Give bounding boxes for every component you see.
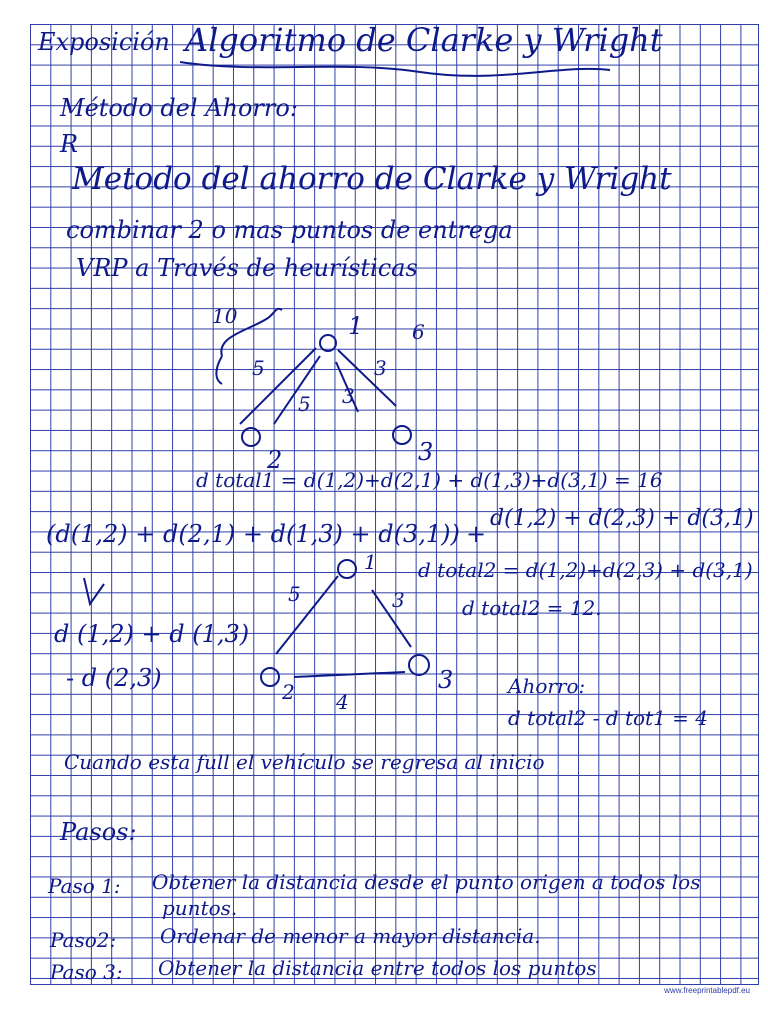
footer-source: www.freeprintablepdf.eu <box>664 986 750 995</box>
diagram2-node-2-label: 2 <box>282 680 295 704</box>
diagram1-node-1-label: 1 <box>348 312 364 340</box>
step-1-text: Obtener la distancia desde el punto origen a todos los <box>152 870 701 894</box>
diagram1-node-3-label: 3 <box>418 438 434 466</box>
diagram1-brace-label: 10 <box>212 304 238 328</box>
formula-comparison-left: (d(1,2) + d(2,1) + d(1,3) + d(3,1)) <box>46 520 460 548</box>
step-1-continued: puntos. <box>162 896 238 920</box>
step-2-text: Ordenar de menor a mayor distancia. <box>160 924 541 948</box>
steps-heading: Pasos: <box>60 818 137 846</box>
diagram1-side-label: 6 <box>412 320 425 344</box>
formula-total2-value: d total2 = 12. <box>462 596 602 620</box>
diagram1-edge-left-outer: 5 <box>252 356 265 380</box>
diagram1-node-2-label: 2 <box>267 446 283 474</box>
section-heading: Método del Ahorro: <box>60 94 298 122</box>
saving-left-line1: d (1,2) + d (1,3) <box>54 620 250 648</box>
formula-total2: d total2 = d(1,2)+d(2,3) + d(3,1) <box>418 558 753 582</box>
line-combine: combinar 2 o mas puntos de entrega <box>66 216 513 244</box>
title-prefix: Exposición <box>38 28 170 56</box>
step-1-label: Paso 1: <box>48 874 121 898</box>
step-3-label: Paso 3: <box>50 960 123 984</box>
formula-total1: d total1 = d(1,2)+d(2,1) + d(1,3)+d(3,1) = 16 <box>196 468 663 492</box>
line-vehicle-full: Cuando esta full el vehículo se regresa al inicio <box>64 750 545 774</box>
diagram1-edge-left-inner: 5 <box>298 392 311 416</box>
page-title: Algoritmo de Clarke y Wright <box>185 21 663 59</box>
formula-comparison-right: d(1,2) + d(2,3) + d(3,1) <box>490 506 754 531</box>
line-vrp: VRP a Través de heurísticas <box>76 254 418 282</box>
diagram1-edge-right-outer: 3 <box>374 356 387 380</box>
step-2-label: Paso2: <box>50 928 117 952</box>
ahorro-label: Ahorro: <box>508 674 586 698</box>
diagram2-node-3-label: 3 <box>438 666 454 694</box>
line-method: Metodo del ahorro de Clarke y Wright <box>72 161 672 197</box>
saving-left-line2: - d (2,3) <box>66 664 162 692</box>
diagram2-node-1-label: 1 <box>364 550 377 574</box>
diagram1-edge-right-inner: 3 <box>342 384 355 408</box>
ahorro-equation: d total2 - d tot1 = 4 <box>508 706 708 730</box>
diagram2-edge-bottom: 4 <box>336 690 349 714</box>
mark-r: R <box>60 130 79 158</box>
formula-comparison-plus: + <box>466 520 487 548</box>
step-3-text: Obtener la distancia entre todos los puntos <box>158 956 597 980</box>
diagram2-edge-left: 5 <box>288 582 301 606</box>
diagram2-edge-right: 3 <box>392 588 405 612</box>
